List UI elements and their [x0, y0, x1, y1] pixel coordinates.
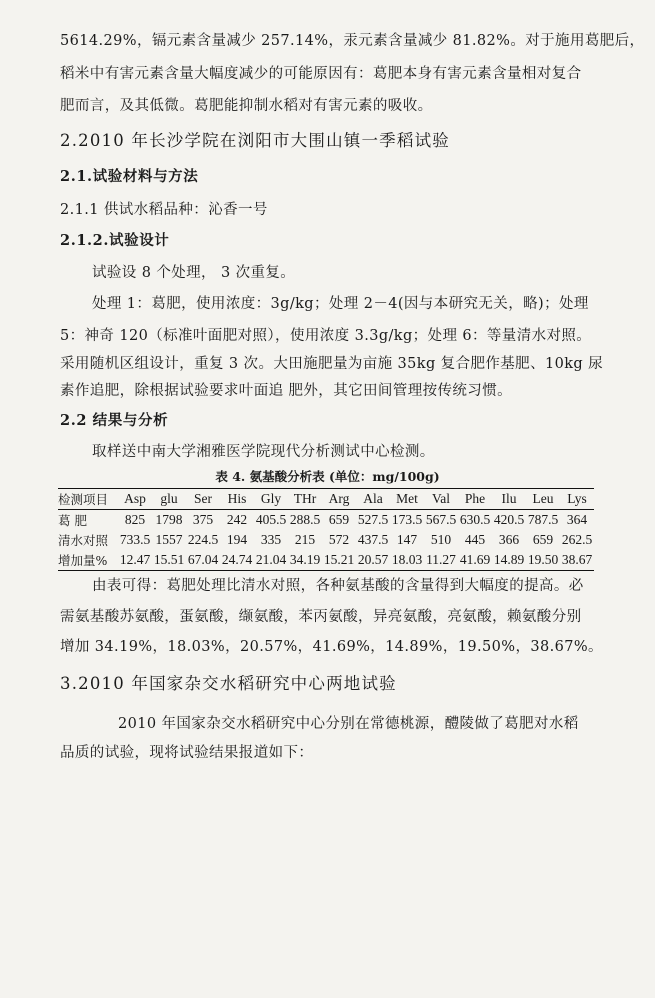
table-cell: 215: [294, 532, 316, 547]
table-header-row: [58, 489, 594, 510]
header-cell: THr: [293, 491, 317, 506]
paragraph-line: 5：神奇 120（标准叶面肥对照），使用浓度 3.3g/kg；处理 6：等量清水对照。: [60, 328, 592, 344]
table-cell: 733.5: [119, 532, 151, 547]
header-cell: Asp: [124, 491, 146, 506]
table-cell: 262.5: [561, 532, 593, 547]
table-cell: 19.50: [527, 552, 559, 567]
header-cell: Phe: [464, 491, 486, 506]
table-cell: 825: [124, 512, 146, 527]
paragraph-line: 采用随机区组设计，重复 3 次。大田施肥量为亩施 35kg 复合肥作基肥、10kg 尿: [60, 356, 604, 372]
table-cell: 288.5: [289, 512, 321, 527]
table-cell: 18.03: [391, 552, 423, 567]
table-cell: 34.19: [289, 552, 321, 567]
table-cell: 67.04: [187, 552, 219, 567]
header-cell: Val: [432, 491, 450, 506]
header-cell: Lys: [567, 491, 587, 506]
paragraph-line: 处理 1：葛肥，使用浓度：3g/kg；处理 2－4(因与本研究无关，略)；处理: [92, 296, 589, 312]
paragraph-line: 稻米中有害元素含量大幅度减少的可能原因有：葛肥本身有害元素含量相对复合: [60, 66, 582, 82]
paragraph-line: 需氨基酸苏氨酸，蛋氨酸，缬氨酸，苯丙氨酸，异亮氨酸，亮氨酸，赖氨酸分别: [60, 609, 582, 625]
amino-acid-table: [58, 488, 594, 571]
paragraph-line: 由表可得：葛肥处理比清水对照，各种氨基酸的含量得到大幅度的提高。必: [92, 578, 584, 594]
table-cell: 527.5: [357, 512, 389, 527]
table-cell: 173.5: [391, 512, 423, 527]
subsection-heading: 2.1.1 供试水稻品种：沁香一号: [60, 202, 268, 218]
header-cell: Leu: [532, 491, 554, 506]
table-cell: 335: [260, 532, 282, 547]
table-cell: 787.5: [527, 512, 559, 527]
table-cell: 375: [192, 512, 214, 527]
header-cell: Arg: [328, 491, 350, 506]
paragraph-line: 增加 34.19%，18.03%，20.57%，41.69%，14.89%，19.50%，38.67%。: [60, 639, 603, 655]
section-heading: 3.2010 年国家杂交水稻研究中心两地试验: [60, 674, 397, 693]
table-cell: 20.57: [357, 552, 389, 567]
header-cell: His: [227, 491, 247, 506]
table-cell: 630.5: [459, 512, 491, 527]
header-cell: Ala: [363, 491, 383, 506]
subsection-heading: 2.2 结果与分析: [60, 412, 169, 429]
table-cell: 15.51: [153, 552, 185, 567]
table-caption: 表 4. 氨基酸分析表 (单位：mg/100g): [215, 469, 440, 484]
header-cell: Met: [396, 491, 418, 506]
table-cell: 12.47: [119, 552, 151, 567]
table-cell: 21.04: [255, 552, 287, 567]
table-cell: 572: [328, 532, 350, 547]
table-cell: 242: [226, 512, 248, 527]
table-row: [58, 510, 594, 531]
subsection-heading: 2.1.试验材料与方法: [60, 168, 199, 185]
paragraph-line: 素作追肥，除根据试验要求叶面追 肥外，其它田间管理按传统习惯。: [60, 383, 513, 399]
row-label: 清水对照: [58, 533, 109, 548]
header-cell: glu: [160, 491, 178, 506]
table-cell: 224.5: [187, 532, 219, 547]
table-cell: 405.5: [255, 512, 287, 527]
section-heading: 2.2010 年长沙学院在浏阳市大围山镇一季稻试验: [60, 131, 450, 150]
table-cell: 194: [226, 532, 248, 547]
paragraph-line: 2010 年国家杂交水稻研究中心分别在常德桃源，醴陵做了葛肥对水稻: [118, 716, 579, 732]
table-cell: 1798: [155, 512, 183, 527]
table-cell: 11.27: [426, 552, 456, 567]
table-cell: 567.5: [425, 512, 457, 527]
header-cell: Ser: [194, 491, 212, 506]
table-cell: 364: [566, 512, 588, 527]
paragraph-line: 5614.29%，镉元素含量减少 257.14%，汞元素含量减少 81.82%。对于施用葛肥后，: [60, 33, 645, 49]
row-label: 葛 肥: [58, 513, 87, 528]
table-cell: 41.69: [459, 552, 491, 567]
table-cell: 510: [430, 532, 452, 547]
table-cell: 24.74: [221, 552, 253, 567]
table-cell: 147: [396, 532, 418, 547]
paragraph-line: 肥而言，及其低微。葛肥能抑制水稻对有害元素的吸收。: [60, 98, 433, 114]
table-cell: 437.5: [357, 532, 389, 547]
paragraph-line: 取样送中南大学湘雅医学院现代分析测试中心检测。: [92, 444, 435, 460]
table-cell: 659: [532, 532, 554, 547]
table-row: [58, 550, 594, 571]
paragraph-line: 品质的试验，现将试验结果报道如下：: [60, 745, 314, 761]
table-row: [58, 530, 594, 550]
table-cell: 14.89: [493, 552, 525, 567]
table-cell: 15.21: [323, 552, 355, 567]
table-cell: 1557: [155, 532, 183, 547]
table-cell: 659: [328, 512, 350, 527]
row-label: 增加量%: [58, 553, 108, 568]
subsection-heading: 2.1.2.试验设计: [60, 232, 170, 249]
table-cell: 420.5: [493, 512, 525, 527]
header-cell: Ilu: [501, 491, 517, 506]
table-cell: 445: [464, 532, 486, 547]
table-cell: 38.67: [561, 552, 593, 567]
paragraph-line: 试验设 8 个处理， 3 次重复。: [92, 265, 296, 281]
header-cell: Gly: [260, 491, 282, 506]
table-cell: 366: [498, 532, 520, 547]
header-cell: 检测项目: [58, 492, 109, 507]
